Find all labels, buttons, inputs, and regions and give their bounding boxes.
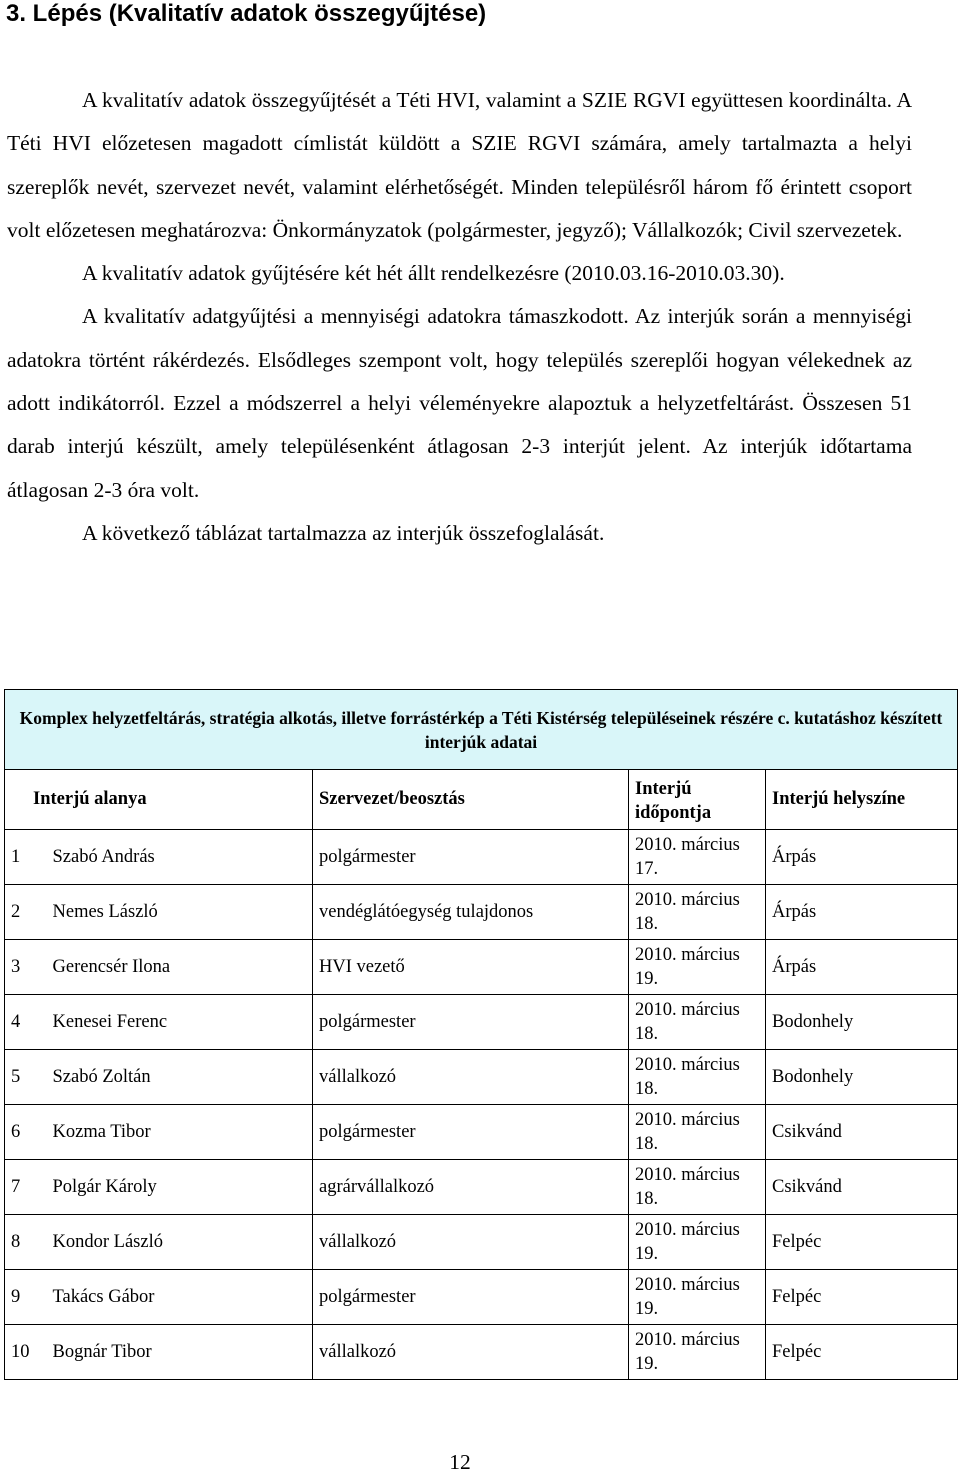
interview-date-day: 18. <box>635 914 659 934</box>
interview-date-line: 2010. március <box>635 1000 740 1020</box>
interview-date-line: 2010. március <box>635 1220 740 1240</box>
interview-date <box>629 1215 766 1270</box>
section-heading: 3. Lépés (Kvalitatív adatok összegyűjtése) <box>6 0 487 27</box>
interviewee-name: Kenesei Ferenc <box>51 995 313 1050</box>
table-row <box>5 885 958 940</box>
interview-date <box>629 995 766 1050</box>
header-date: Interjú időpontja <box>629 770 766 830</box>
table-caption: Komplex helyzetfeltárás, stratégia alkotás, illetve forrástérkép a Téti Kistérség településeinek részére c. kutatáshoz készített interjúk adatai <box>5 690 958 770</box>
interview-date <box>629 885 766 940</box>
interview-place: Csikvánd <box>766 1105 958 1160</box>
paragraph-method: A kvalitatív adatgyűjtési a mennyiségi adatokra támaszkodott. Az interjúk során a mennyiségi adatokra történt rákérdezés. Elsődleges szempont volt, hogy település szereplői hogyan vélekednek az adott indikátorról. Ezzel a módszerrel a helyi véleményekre alapoztuk a helyzetfeltárást. Összesen 51 darab interjú készült, amely településenként átlagosan 2-3 interjút jelent. Az interjúk időtartama átlagosan 2-3 óra volt. <box>7 304 912 502</box>
interview-date-line: 2010. március <box>635 1275 740 1295</box>
table-row <box>5 830 958 885</box>
interview-table <box>4 689 958 1380</box>
header-organization: Szervezet/beosztás <box>313 770 629 830</box>
interviewee-name: Bognár Tibor <box>51 1325 313 1380</box>
header-subject: Interjú alanya <box>5 770 313 830</box>
interview-date-day: 18. <box>635 1024 659 1044</box>
organization-role: HVI vezető <box>313 940 629 995</box>
interview-place: Bodonhely <box>766 1050 958 1105</box>
row-number: 6 <box>5 1105 51 1160</box>
interview-date <box>629 830 766 885</box>
interview-date-line: 2010. március <box>635 1165 740 1185</box>
interview-place: Csikvánd <box>766 1160 958 1215</box>
interview-place: Felpéc <box>766 1270 958 1325</box>
interview-date <box>629 1050 766 1105</box>
paragraph-table-intro: A következő táblázat tartalmazza az interjúk összefoglalását. <box>82 520 605 545</box>
row-number: 9 <box>5 1270 51 1325</box>
interview-date <box>629 1105 766 1160</box>
table-row <box>5 1160 958 1215</box>
row-number: 4 <box>5 995 51 1050</box>
organization-role: agrárvállalkozó <box>313 1160 629 1215</box>
interviewee-name: Nemes László <box>51 885 313 940</box>
interviewee-name: Szabó Zoltán <box>51 1050 313 1105</box>
interview-place: Árpás <box>766 885 958 940</box>
interviewee-name: Gerencsér Ilona <box>51 940 313 995</box>
table-row <box>5 1325 958 1380</box>
interviewee-name: Szabó András <box>51 830 313 885</box>
interview-date-line: 2010. március <box>635 1055 740 1075</box>
table-row <box>5 1270 958 1325</box>
row-number: 1 <box>5 830 51 885</box>
interviewee-name: Takács Gábor <box>51 1270 313 1325</box>
organization-role: vállalkozó <box>313 1215 629 1270</box>
interviewee-name: Kozma Tibor <box>51 1105 313 1160</box>
interview-date-day: 19. <box>635 969 659 989</box>
organization-role: polgármester <box>313 1105 629 1160</box>
interviewee-name: Polgár Károly <box>51 1160 313 1215</box>
table-header-row <box>5 770 958 830</box>
organization-role: vállalkozó <box>313 1050 629 1105</box>
header-place: Interjú helyszíne <box>766 770 958 830</box>
interview-date <box>629 1270 766 1325</box>
organization-role: vállalkozó <box>313 1325 629 1380</box>
row-number: 7 <box>5 1160 51 1215</box>
organization-role: polgármester <box>313 1270 629 1325</box>
interview-date-line: 2010. március <box>635 945 740 965</box>
table-row <box>5 1105 958 1160</box>
table-row <box>5 995 958 1050</box>
page-number: 12 <box>449 1450 471 1474</box>
table-row <box>5 940 958 995</box>
interview-date <box>629 940 766 995</box>
row-number: 2 <box>5 885 51 940</box>
interview-date-line: 2010. március <box>635 1110 740 1130</box>
interview-date-day: 17. <box>635 859 659 879</box>
organization-role: polgármester <box>313 995 629 1050</box>
interview-date-line: 2010. március <box>635 1330 740 1350</box>
interview-date-day: 19. <box>635 1354 659 1374</box>
interview-place: Bodonhely <box>766 995 958 1050</box>
row-number: 3 <box>5 940 51 995</box>
row-number: 5 <box>5 1050 51 1105</box>
row-number: 10 <box>5 1325 51 1380</box>
paragraph-timeframe: A kvalitatív adatok gyűjtésére két hét állt rendelkezésre (2010.03.16-2010.03.30). <box>82 261 785 286</box>
interviewee-name: Kondor László <box>51 1215 313 1270</box>
table-row <box>5 1215 958 1270</box>
interview-place: Felpéc <box>766 1325 958 1380</box>
interview-date-day: 18. <box>635 1134 659 1154</box>
body-text <box>7 79 912 555</box>
interview-date <box>629 1160 766 1215</box>
row-number: 8 <box>5 1215 51 1270</box>
interview-place: Árpás <box>766 940 958 995</box>
interview-date <box>629 1325 766 1380</box>
table-row <box>5 1050 958 1105</box>
organization-role: vendéglátóegység tulajdonos <box>313 885 629 940</box>
interview-date-day: 19. <box>635 1299 659 1319</box>
interview-date-day: 18. <box>635 1189 659 1209</box>
interview-date-day: 18. <box>635 1079 659 1099</box>
paragraph-intro: A kvalitatív adatok összegyűjtését a Téti HVI, valamint a SZIE RGVI együttesen koordinálta. A Téti HVI előzetesen magadott címlistát küldött a SZIE RGVI számára, amely tartalmazta a helyi szereplők nevét, szervezet nevét, valamint elérhetőségét. Minden településről három fő érintett csoport volt előzetesen meghatározva: Önkormányzatok (polgármester, jegyző); Vállalkozók; Civil szervezetek. <box>7 88 912 242</box>
interview-place: Árpás <box>766 830 958 885</box>
interview-date-line: 2010. március <box>635 890 740 910</box>
interview-date-line: 2010. március <box>635 835 740 855</box>
organization-role: polgármester <box>313 830 629 885</box>
interview-place: Felpéc <box>766 1215 958 1270</box>
interview-date-day: 19. <box>635 1244 659 1264</box>
